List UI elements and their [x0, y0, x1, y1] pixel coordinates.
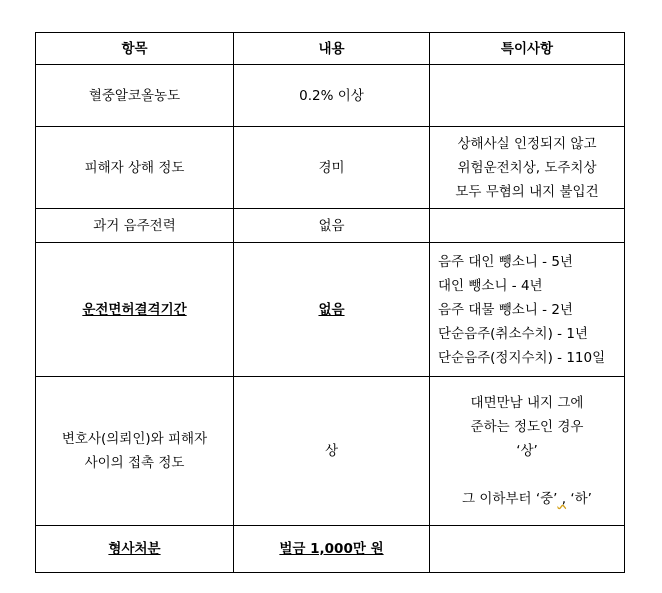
contact-note-line: ‘상’ — [516, 443, 538, 459]
injury-note-line: 모두 무혐의 내지 불입건 — [455, 183, 599, 200]
license-note-line: 단순음주(정지수치) - 110일 — [438, 349, 606, 366]
table-row-injury — [36, 127, 625, 209]
header-note: 특이사항 — [430, 33, 625, 65]
alcohol-note — [430, 65, 625, 127]
contact-note-separator: , — [557, 491, 567, 507]
penalty-item: 형사처분 — [36, 526, 234, 573]
table-row-penalty — [36, 526, 625, 573]
contact-note-line: 준하는 정도인 경우 — [470, 419, 584, 435]
injury-item: 피해자 상해 정도 — [36, 127, 234, 209]
penalty-content: 벌금 1,000만 원 — [234, 526, 430, 573]
alcohol-content: 0.2% 이상 — [234, 65, 430, 127]
injury-note-line: 상해사실 인정되지 않고 — [457, 135, 597, 152]
header-item: 항목 — [36, 33, 234, 65]
case-summary-table — [35, 32, 625, 573]
past-note — [430, 209, 625, 243]
past-content: 없음 — [234, 209, 430, 243]
contact-note-line: 대면만남 내지 그에 — [470, 395, 584, 411]
license-note — [430, 243, 625, 377]
table-row-past-record — [36, 209, 625, 243]
header-content: 내용 — [234, 33, 430, 65]
license-note-line: 음주 대물 뺑소니 - 2년 — [438, 301, 573, 318]
alcohol-item: 혈중알코올농도 — [36, 65, 234, 127]
injury-content: 경미 — [234, 127, 430, 209]
table-row-license — [36, 243, 625, 377]
contact-note-suffix: ‘하’ — [566, 491, 592, 507]
table-row-alcohol — [36, 65, 625, 127]
table-row-contact — [36, 377, 625, 526]
contact-note-prefix: 그 이하부터 ‘중’ — [462, 491, 558, 507]
past-item: 과거 음주전력 — [36, 209, 234, 243]
contact-item-line: 변호사(의뢰인)와 피해자 — [61, 431, 208, 447]
contact-item-line: 사이의 접촉 정도 — [84, 455, 185, 471]
contact-item — [36, 377, 234, 526]
injury-note-line: 위험운전치상, 도주치상 — [457, 159, 597, 176]
license-item: 운전면허결격기간 — [36, 243, 234, 377]
injury-note — [430, 127, 625, 209]
contact-note-last-line — [430, 487, 624, 511]
license-content: 없음 — [234, 243, 430, 377]
header-row — [36, 33, 625, 65]
license-note-line: 음주 대인 뺑소니 - 5년 — [438, 253, 573, 270]
license-note-line: 대인 뺑소니 - 4년 — [438, 277, 543, 294]
penalty-note — [430, 526, 625, 573]
contact-note — [430, 377, 625, 526]
contact-note-gap — [430, 463, 624, 487]
license-note-line: 단순음주(취소수치) - 1년 — [438, 325, 588, 342]
contact-content: 상 — [234, 377, 430, 526]
